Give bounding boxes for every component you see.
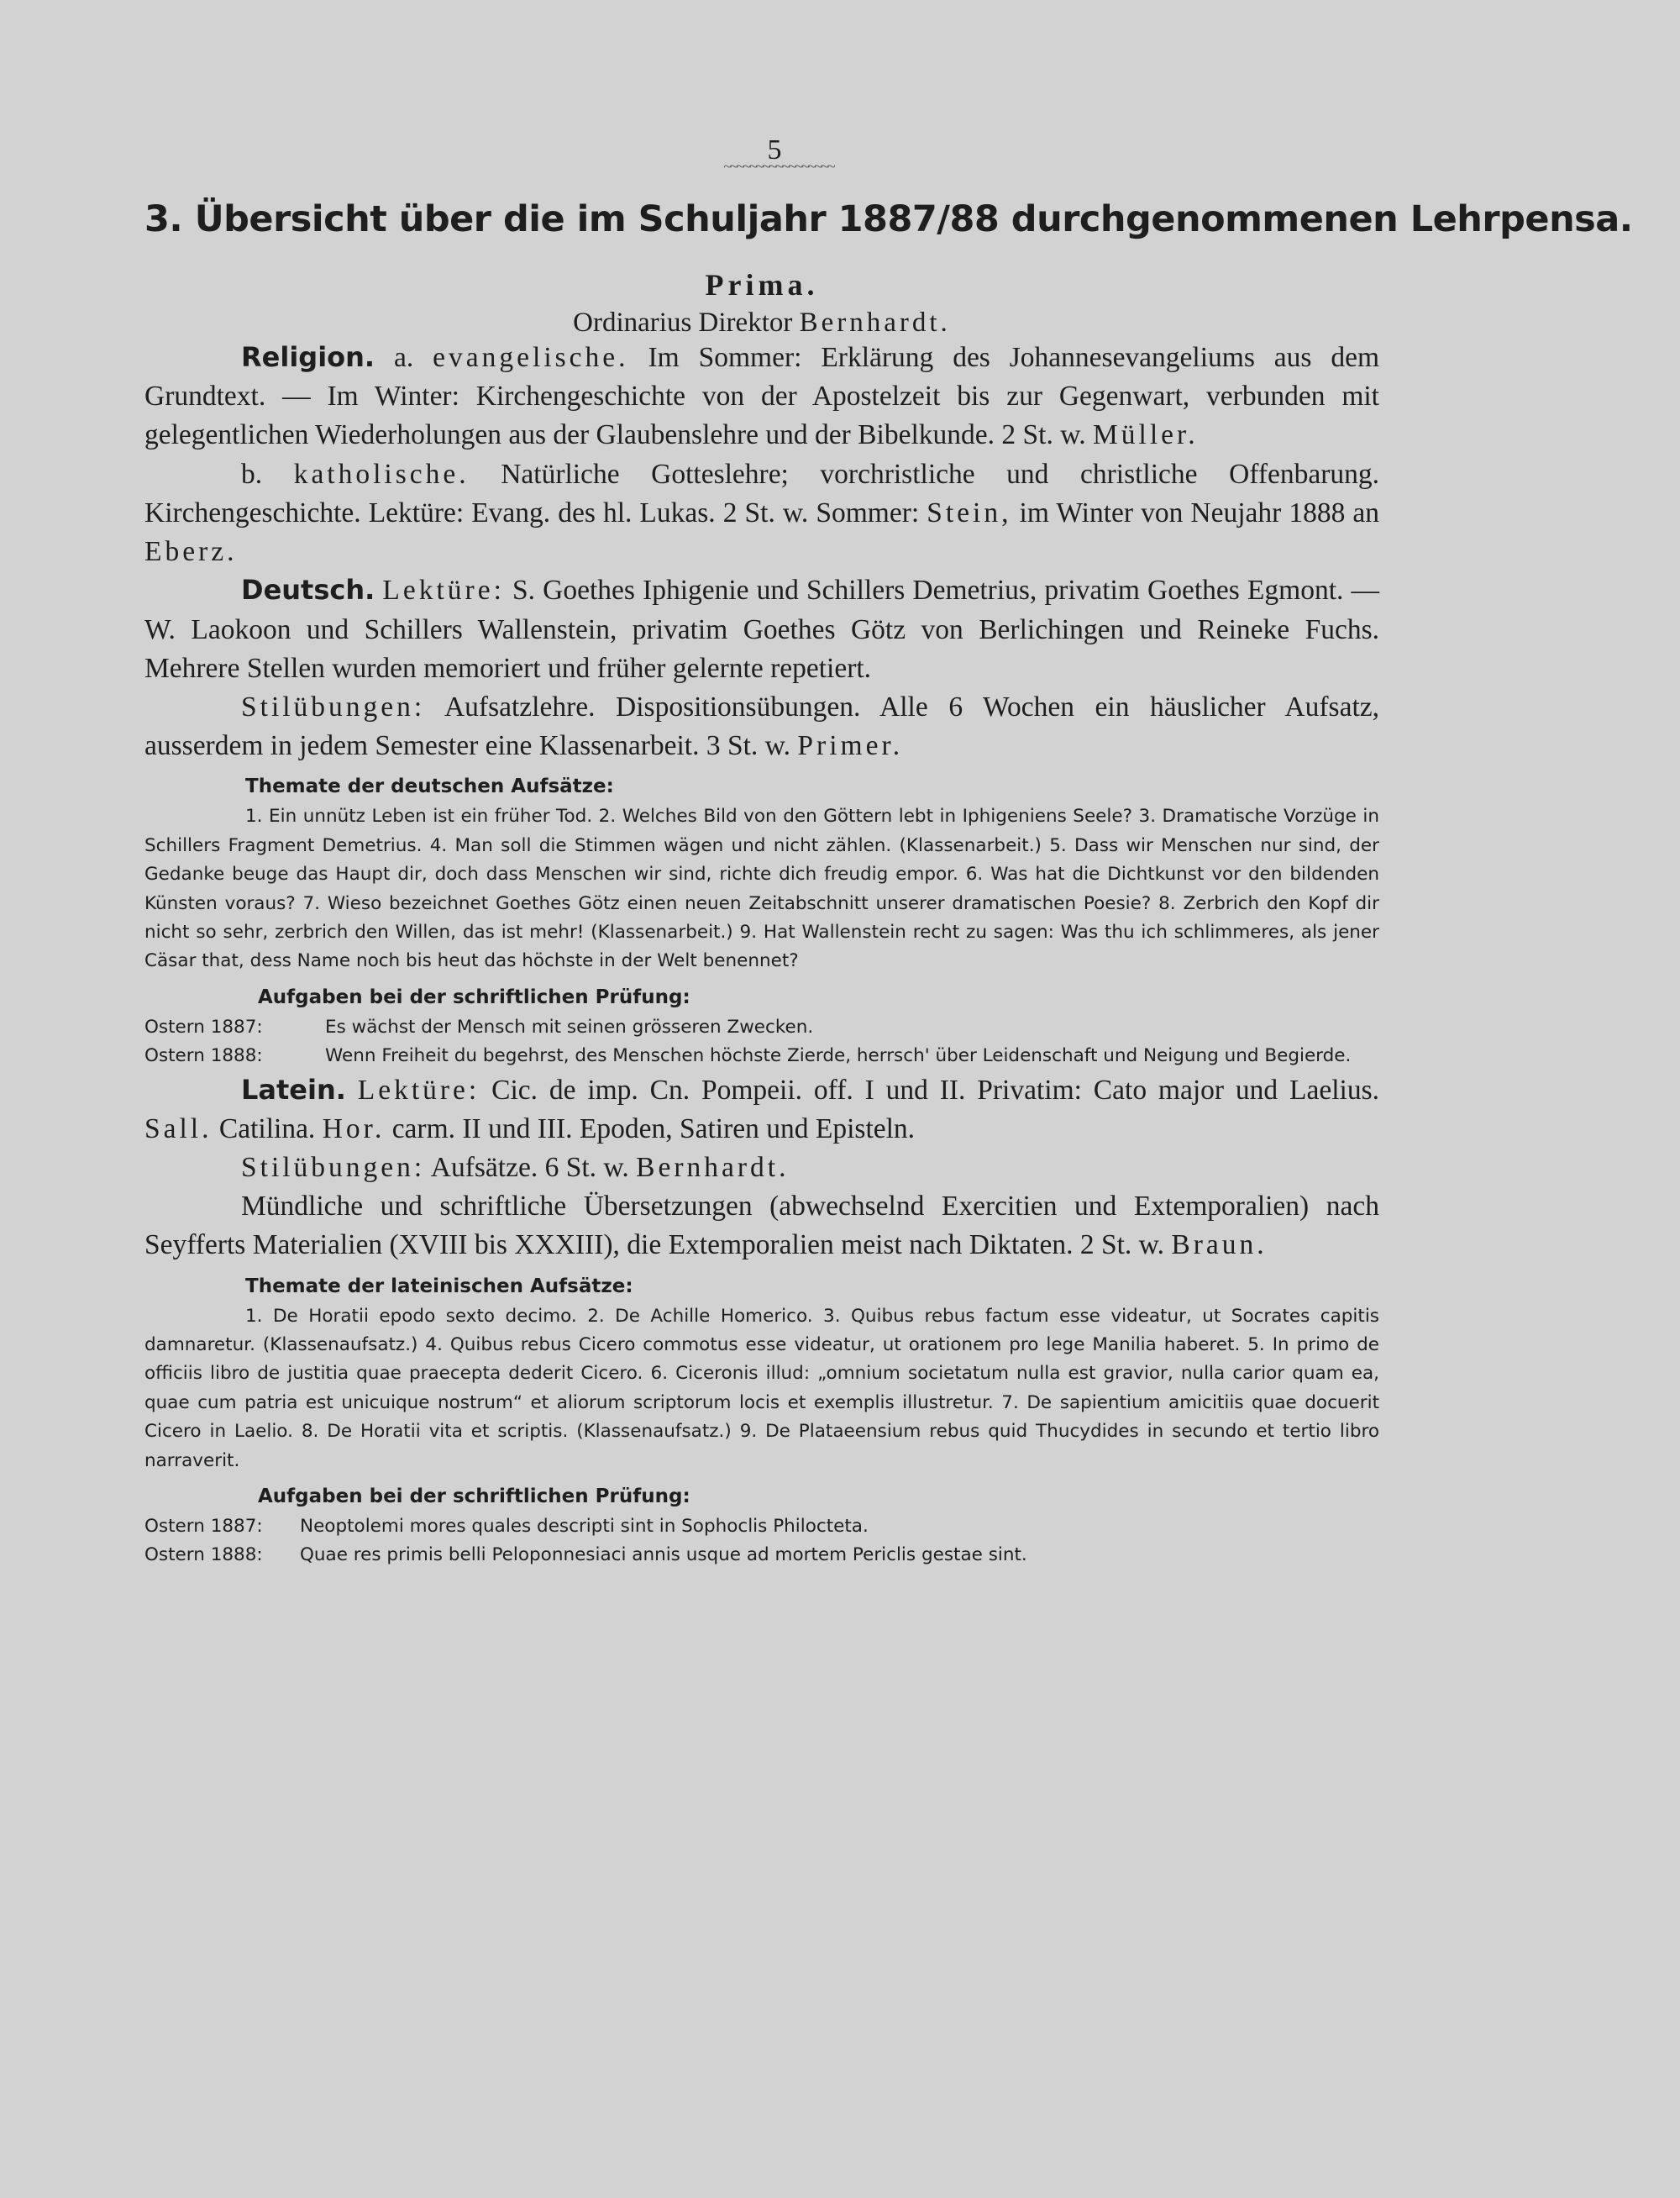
deutsch-teacher: Primer. <box>797 730 904 762</box>
ornament-divider: ~~~~~~~~~~~~~~~~~ <box>723 158 834 175</box>
ordinarius-line <box>144 308 1379 339</box>
latein-exam-row <box>144 1541 1379 1570</box>
exam-date: Ostern 1887: <box>144 1515 263 1537</box>
latein-lekture-text3: carm. II und III. Epoden, Satiren und Episteln. <box>391 1112 916 1144</box>
religion-b-text2: im Winter von Neujahr 1888 an <box>1019 497 1379 528</box>
latein-uebers-teacher: Braun. <box>1171 1229 1268 1261</box>
exam-text: Neoptolemi mores quales descripti sint in Sophoclis Philocteta. <box>300 1515 869 1537</box>
deutsch-stil-paragraph <box>144 688 1379 765</box>
religion-a-text: Im Sommer: Erklärung des Johannesevangeliums aus dem Grundtext. — Im Winter: Kirchengeschichte von der Apostelzeit bis zur Gegenwart, verbunden mit gelegentlichen Wiederholungen aus der Glaubenslehre und der Bibelkunde. 2 St. w. <box>144 342 1380 451</box>
religion-b-name: katholische. <box>293 458 470 490</box>
religion-a-teacher: Müller. <box>1092 419 1199 451</box>
latein-lekture-text1: Cic. de imp. Cn. Pompeii. off. I und II. Privatim: Cato major und Laelius. <box>491 1074 1379 1106</box>
deutsch-stil-text: Aufsatzlehre. Dispositionsübungen. Alle 6 Wochen ein häuslicher Aufsatz, ausserdem in jedem Semester eine Klassenarbeit. 3 St. w. <box>144 691 1379 762</box>
latein-heading: Latein. <box>241 1073 346 1106</box>
section-title: 3. Übersicht über die im Schuljahr 1887/88 durchgenommenen Lehrpensa. <box>144 198 1633 240</box>
page-number: 5 <box>767 134 782 166</box>
latein-hor: Hor. <box>322 1112 386 1144</box>
exam-date: Ostern 1888: <box>144 1544 263 1566</box>
ordinarius-name: Bernhardt. <box>799 308 951 338</box>
religion-b-text: Natürliche Gotteslehre; vorchristliche und christliche Offenbarung. Kirchengeschichte. Lektüre: Evang. des hl. Lukas. 2 St. w. Sommer: <box>144 458 1379 528</box>
latein-uebers-paragraph <box>144 1187 1379 1265</box>
latein-exam-heading: Aufgaben bei der schriftlichen Prüfung: <box>258 1485 690 1507</box>
latein-lekture-label: Lektüre: <box>357 1074 480 1106</box>
religion-b-label: b. <box>241 458 263 490</box>
deutsch-lekture-label: Lektüre: <box>382 575 505 607</box>
class-title: Prima. <box>705 268 819 302</box>
religion-a-label: a. <box>394 342 414 373</box>
deutsch-exam-heading: Aufgaben bei der schriftlichen Prüfung: <box>258 986 690 1008</box>
latein-themes-text: 1. De Horatii epodo sexto decimo. 2. De Achille Homerico. 3. Quibus rebus factum esse videatur, ut Socrates capitis damnaretur. (Klassenaufsatz.) 4. Quibus rebus Cicero commotus esse videatur, ut orationem pro lege Manilia haberet. 5. In primo de officiis libro de justitia quae praecepta dederit Cicero. 6. Ciceronis illud: „omnium societatum nulla est gravior, nulla carior quam ea, quae cum patria est unicuique nostrum“ et aliorum scriptorum locis et exemplis illustretur. 7. De sapientium amicitiis quae docuerit Cicero in Laelio. 8. De Horatii vita et scriptis. (Klassenaufsatz.) 9. De Plataeensium rebus quid Thucydides in secundo et tertio libro narraverit. <box>144 1305 1379 1471</box>
page-content <box>144 134 1633 1570</box>
latein-lekture-paragraph <box>144 1071 1379 1149</box>
deutsch-lekture-paragraph <box>144 571 1379 688</box>
latein-lekture-text2: Catilina. <box>218 1112 316 1144</box>
deutsch-stil-label: Stilübungen: <box>241 691 426 723</box>
deutsch-themes-heading: Themate der deutschen Aufsätze: <box>245 776 614 798</box>
religion-catholic-paragraph <box>144 455 1379 572</box>
ordinarius-label: Ordinarius Direktor <box>573 308 793 338</box>
religion-evangelical-paragraph <box>144 339 1379 455</box>
latein-sall: Sall. <box>144 1112 213 1144</box>
latein-stil-teacher: Bernhardt. <box>636 1151 790 1183</box>
deutsch-lekture-text: S. Goethes Iphigenie und Schillers Demetrius, privatim Goethes Egmont. — W. Laokoon und Schillers Wallenstein, privatim Goethes Götz von Berlichingen und Reineke Fuchs. Mehrere Stellen wurden memoriert und früher gelernte repetiert. <box>144 575 1380 684</box>
religion-a-name: evangelische. <box>433 342 629 373</box>
exam-date: Ostern 1888: <box>144 1045 263 1067</box>
deutsch-exam-row <box>144 1042 1379 1070</box>
exam-text: Es wächst der Mensch mit seinen grösseren Zwecken. <box>325 1016 814 1038</box>
latein-uebers-text: Mündliche und schriftliche Übersetzungen (abwechselnd Exercitien und Extemporalien) nach Seyfferts Materialien (XVIII bis XXXIII), die Extemporalien meist nach Diktaten. 2 St. w. <box>144 1191 1379 1261</box>
deutsch-heading: Deutsch. <box>241 574 375 607</box>
religion-b-teacher2: Eberz. <box>144 536 238 568</box>
latein-stil-label: Stilübungen: <box>241 1151 426 1183</box>
latein-themes-heading: Themate der lateinischen Aufsätze: <box>245 1275 633 1297</box>
exam-text: Wenn Freiheit du begehrst, des Menschen höchste Zierde, herrsch' über Leidenschaft und Neigung und Begierde. <box>325 1045 1352 1067</box>
exam-date: Ostern 1887: <box>144 1016 263 1038</box>
latein-exam-row <box>144 1512 1379 1541</box>
deutsch-exam-row <box>144 1013 1379 1042</box>
exam-text: Quae res primis belli Peloponnesiaci annis usque ad mortem Periclis gestae sint. <box>300 1544 1027 1566</box>
religion-b-teacher1: Stein, <box>927 497 1012 528</box>
latein-stil-text: Aufsätze. 6 St. w. <box>430 1151 629 1183</box>
latein-stil-paragraph <box>144 1149 1379 1187</box>
religion-heading: Religion. <box>241 341 375 373</box>
deutsch-themes-text: 1. Ein unnütz Leben ist ein früher Tod. 2. Welches Bild von den Göttern lebt in Iphigeniens Seele? 3. Dramatische Vorzüge in Schillers Fragment Demetrius. 4. Man soll die Stimmen wägen und nicht zählen. (Klassenarbeit.) 5. Dass wir Menschen nur sind, der Gedanke beuge das Haupt dir, doch dass Menschen wir sind, richte dich freudig empor. 6. Was hat die Dichtkunst vor den bildenden Künsten voraus? 7. Wieso bezeichnet Goethes Götz einen neuen Zeitabschnitt unserer dramatischen Poesie? 8. Zerbrich den Kopf dir nicht so sehr, zerbrich den Willen, das ist mehr! (Klassenarbeit.) 9. Hat Wallenstein recht zu sagen: Was thu ich schlimmeres, als jener Cäsar that, dess Name noch bis heut das höchste in der Welt benennet? <box>144 806 1379 972</box>
